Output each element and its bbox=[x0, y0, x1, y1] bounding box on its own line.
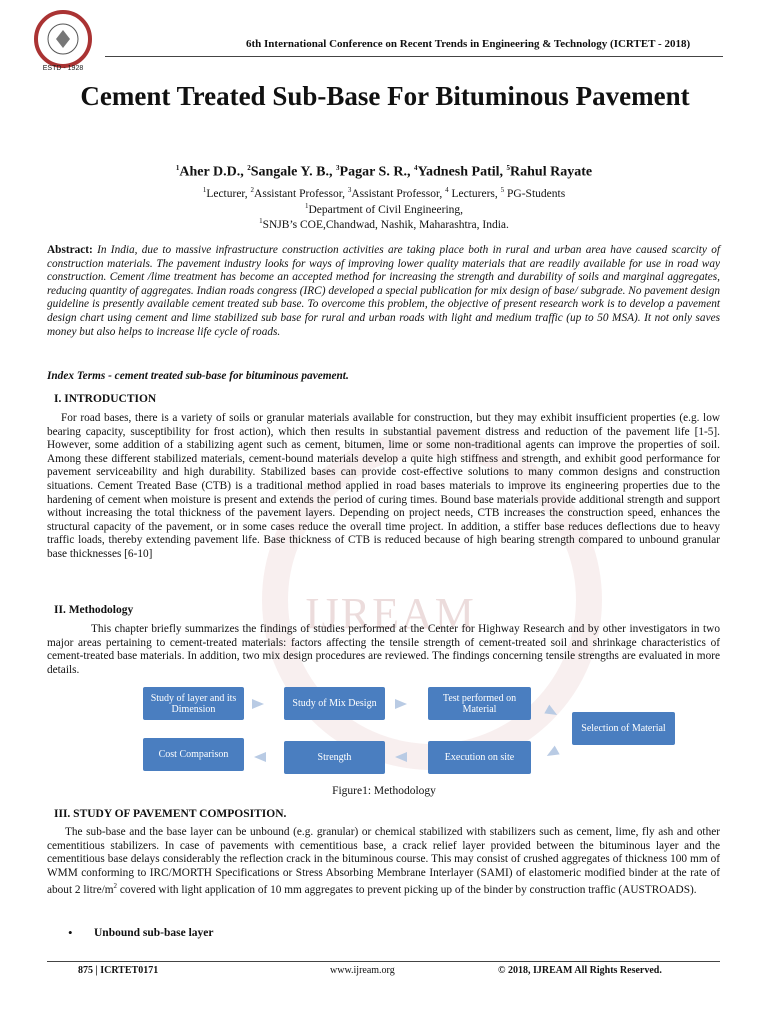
footer-page-id: 875 | ICRTET0171 bbox=[78, 965, 159, 976]
abstract bbox=[47, 244, 720, 339]
flow-box-test-material: Test performed on Material bbox=[428, 687, 531, 720]
footer-copyright: © 2018, IJREAM All Rights Reserved. bbox=[498, 965, 662, 976]
watermark-text: IJREAM bbox=[305, 589, 476, 638]
bullet-item: Unbound sub-base layer bbox=[94, 927, 214, 939]
abstract-text: In India, due to massive infrastructure construction activities are taking place both in rural and urban area have caused scarcity of construction materials. The pavement industry looks for ways of improving lower quality materials that are readily available for use in road way construction. Cement /lime treatment has become an accepted method for increasing the strength and durability of soils and marginal aggregates, reducing quantity of aggregates. Indian roads congress (IRC) developed a special publication for mix design of base/ subgrade. No pavement design guideline is presently available cement treated sub base. To overcome this problem, the objective of present research work is to develop a pavement design chart using cement and lime stabilized sub base for rural and urban roads with light and medium traffic (up to 50 MSA). It not only saves money but also helps to increase life cycle of roads. bbox=[47, 244, 720, 338]
flow-box-strength: Strength bbox=[284, 741, 385, 774]
flow-arrow bbox=[544, 746, 559, 761]
flow-box-execution-site: Execution on site bbox=[428, 741, 531, 774]
section-pavement-heading: III. STUDY OF PAVEMENT COMPOSITION. bbox=[54, 808, 287, 820]
abstract-label: Abstract: bbox=[47, 244, 93, 256]
affiliation-institute: $^1$SNJB’s COE,Chandwad, Nashik, Maharashtra, India. bbox=[259, 217, 509, 231]
section-introduction-heading: I. INTRODUCTION bbox=[54, 393, 157, 405]
affiliation-department: $^1$Department of Civil Engineering, bbox=[304, 202, 464, 216]
section-methodology-heading: II. Methodology bbox=[54, 604, 134, 616]
college-logo bbox=[26, 10, 100, 72]
flow-arrow bbox=[395, 699, 407, 709]
footer-divider bbox=[47, 961, 720, 962]
flow-arrow bbox=[254, 752, 266, 762]
svg-text:ESTD - 1928: ESTD - 1928 bbox=[42, 65, 84, 72]
paper-title: Cement Treated Sub-Base For Bituminous Pavement bbox=[80, 81, 690, 111]
affiliation-roles: $^1$Lecturer, $^2$Assistant Professor, $^3$Assistant Professor, $^4$ Lecturers, $^5$ PG-Students bbox=[202, 186, 566, 200]
flow-arrow bbox=[252, 699, 264, 709]
flow-arrow bbox=[395, 752, 407, 762]
index-terms: Index Terms - cement treated sub-base for bituminous pavement. bbox=[47, 370, 349, 382]
bullet-icon: • bbox=[68, 925, 73, 940]
methodology-paragraph: This chapter briefly summarizes the findings of studies performed at the Center for Highway Research and by other investigators in two major areas pertaining to cement-treated materials: factors affecting the tensile strength of cement-treated soil and shrinkage characteristics of cement-treated base materials. In addition, two mix design procedures are reviewed. The findings concerning tensile strengths are evaluated in more details. bbox=[47, 623, 720, 676]
header-divider bbox=[105, 56, 723, 57]
figure-caption: Figure1: Methodology bbox=[332, 785, 436, 797]
pavement-paragraph: The sub-base and the base layer can be unbound (e.g. granular) or chemical stabilized with stabilizers such as cement, lime, fly ash and other cementitious stabilizers. In case of pavements with cementitious base, a crack relief layer provided between the bituminous layer and the cementitious base delays considerably the reflection crack in the bituminous course. This may consist of crushed aggregates of thickness 100 mm of WMM conforming to IRC/MORTH Specifications or Stress Absorbing Membrane Interlayer (SAMI) of elastomeric modified binder at the rate of about 2 litre/$m^2$ covered with light application of 10 mm aggregates to prevent picking up of the binder by construction traffic (AUSTROADS). bbox=[47, 826, 720, 897]
flow-box-mix-design: Study of Mix Design bbox=[284, 687, 385, 720]
author-list: $^1$Aher D.D., $^2$Sangale Y. B., $^3$Pagar S. R., $^4$Yadnesh Patil, $^5$Rahul Rayate bbox=[175, 164, 593, 180]
flow-box-cost-comparison: Cost Comparison bbox=[143, 738, 244, 771]
flow-box-selection-material: Selection of Material bbox=[572, 712, 675, 745]
footer-website: www.ijream.org bbox=[330, 965, 395, 976]
introduction-paragraph: For road bases, there is a variety of soils or granular materials available for construction, but they may exhibit insufficient properties (e.g. low bearing capacity, susceptibility for frost action), which then results in substantial pavement distress and reduction of the pavement life [1-5]. However, some addition of a stabilizing agent such as cement, bitumen, lime or some non-traditional agents can improve the properties of soil. Among these different stabilized materials, cement-bound materials develop a quite high stiffness and strength, and exhibit good performance for pavement serviceability and high durability. Stabilized bases can provide cost-effective solutions to many common designs and construction situations. Cement Treated Base (CTB) is a traditional method applied in road bases materials to improve its engineering properties due to the hardening of cement when moisture is present and extends the period of curing times. Bound base materials provide additional strength and support without increasing the total thickness of the pavement layers. Depending on project needs, CTB increases the construction speed, enhances the structural capacity of the pavement, or in some cases reduce the overall time project. In addition, a stiffer base reduces deflections due to heavy traffic loads, thereby extending pavement life. Base thickness of CTB is reduced because of high bearing strength compared to unbound granular base thicknesses [6-10] bbox=[47, 412, 720, 560]
conference-header: 6th International Conference on Recent Trends in Engineering & Technology (ICRTET - 2018) bbox=[246, 38, 691, 50]
flow-box-study-layer: Study of layer and its Dimension bbox=[143, 687, 244, 720]
